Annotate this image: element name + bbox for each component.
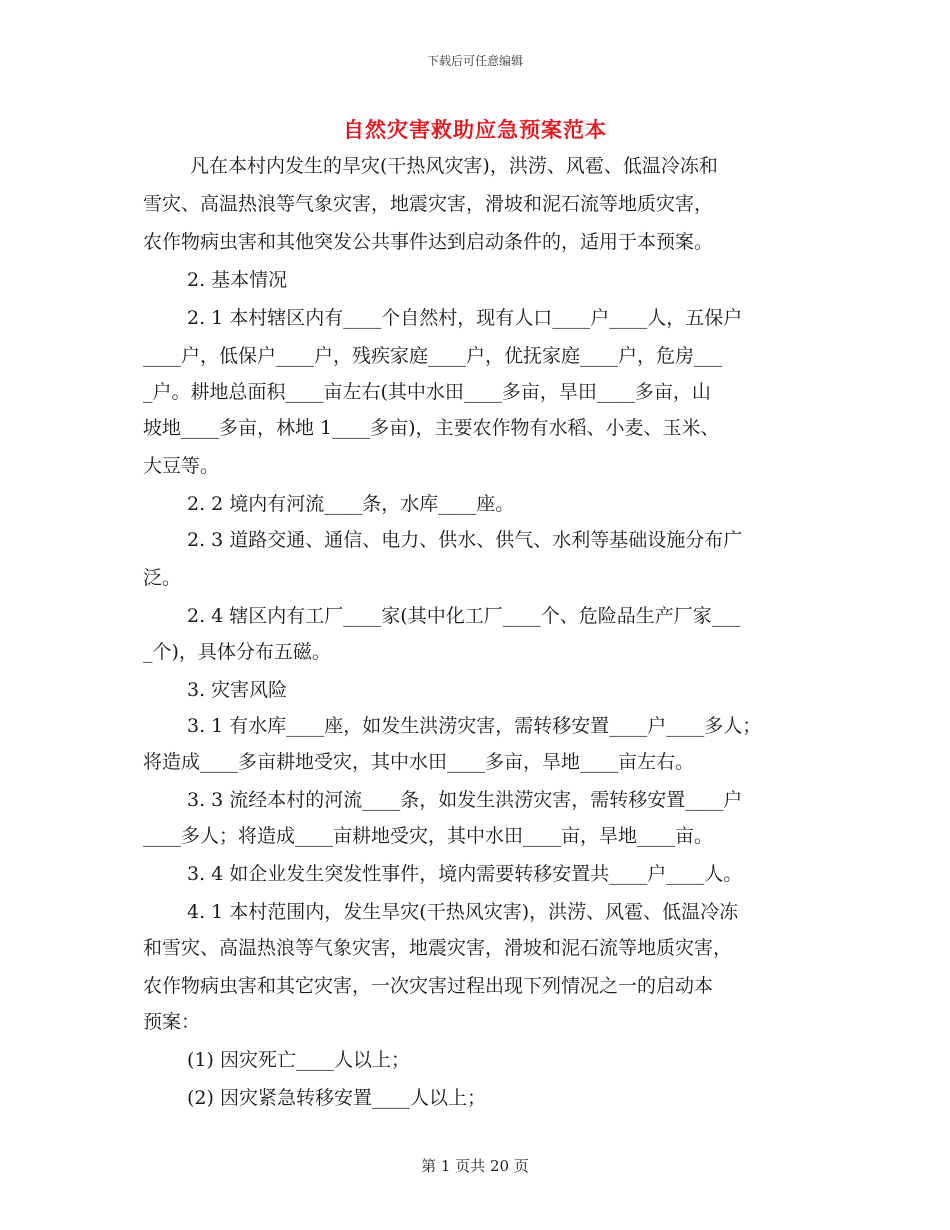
body-line: _户。耕地总面积____亩左右(其中水田____多亩，旱田____多亩，山 bbox=[143, 381, 711, 403]
body-line: 3. 4 如企业发生突发性事件，境内需要转移安置共____户____人。 bbox=[187, 863, 743, 885]
body-line: ____户，低保户____户，残疾家庭____户，优抚家庭____户，危房___ bbox=[143, 345, 723, 367]
body-line: _个)，具体分布五磁。 bbox=[143, 641, 331, 663]
body-line: 农作物病虫害和其他突发公共事件达到启动条件的，适用于本预案。 bbox=[143, 231, 714, 253]
page-header-note: 下载后可任意编辑 bbox=[426, 54, 523, 68]
body-line: 2. 2 境内有河流____条，水库____座。 bbox=[187, 493, 515, 515]
body-line: 凡在本村内发生的旱灾(干热风灾害)，洪涝、风雹、低温冷冻和 bbox=[190, 155, 718, 177]
body-line: 4. 1 本村范围内，发生旱灾(干热风灾害)，洪涝、风雹、低温冷冻 bbox=[187, 901, 739, 923]
body-line: 泛。 bbox=[143, 567, 182, 589]
section-heading: 2. 基本情况 bbox=[187, 269, 288, 291]
page-footer: 第 1 页共 20 页 bbox=[421, 1157, 529, 1175]
body-line: 预案： bbox=[143, 1011, 201, 1033]
body-line: 大豆等。 bbox=[143, 455, 220, 477]
body-line: 3. 3 流经本村的河流____条，如发生洪涝灾害，需转移安置____户 bbox=[187, 789, 743, 811]
body-line: 2. 1 本村辖区内有____个自然村，现有人口____户____人，五保户 bbox=[187, 307, 743, 329]
document-title: 自然灾害救助应急预案范本 bbox=[343, 117, 607, 142]
body-line: 2. 3 道路交通、通信、电力、供水、供气、水利等基础设施分布广 bbox=[187, 529, 743, 551]
body-line: 2. 4 辖区内有工厂____家(其中化工厂____个、危险品生产厂家___ bbox=[187, 605, 741, 627]
body-line: 坡地____多亩，林地 1____多亩)，主要农作物有水稻、小麦、玉米、 bbox=[143, 417, 720, 439]
body-line: ____多人；将造成____亩耕地受灾，其中水田____亩，旱地____亩。 bbox=[143, 825, 714, 847]
body-line: 农作物病虫害和其它灾害，一次灾害过程出现下列情况之一的启动本 bbox=[143, 975, 714, 997]
body-line: 3. 1 有水库____座，如发生洪涝灾害，需转移安置____户____多人； bbox=[187, 715, 762, 737]
section-heading: 3. 灾害风险 bbox=[187, 679, 288, 701]
body-line: 和雪灾、高温热浪等气象灾害，地震灾害，滑坡和泥石流等地质灾害， bbox=[143, 937, 733, 959]
body-line: 雪灾、高温热浪等气象灾害，地震灾害，滑坡和泥石流等地质灾害， bbox=[143, 193, 714, 215]
body-line: 将造成____多亩耕地受灾，其中水田____多亩，旱地____亩左右。 bbox=[143, 751, 695, 773]
list-item: (1) 因灾死亡____人以上； bbox=[187, 1049, 410, 1071]
list-item: (2) 因灾紧急转移安置____人以上； bbox=[187, 1087, 486, 1109]
